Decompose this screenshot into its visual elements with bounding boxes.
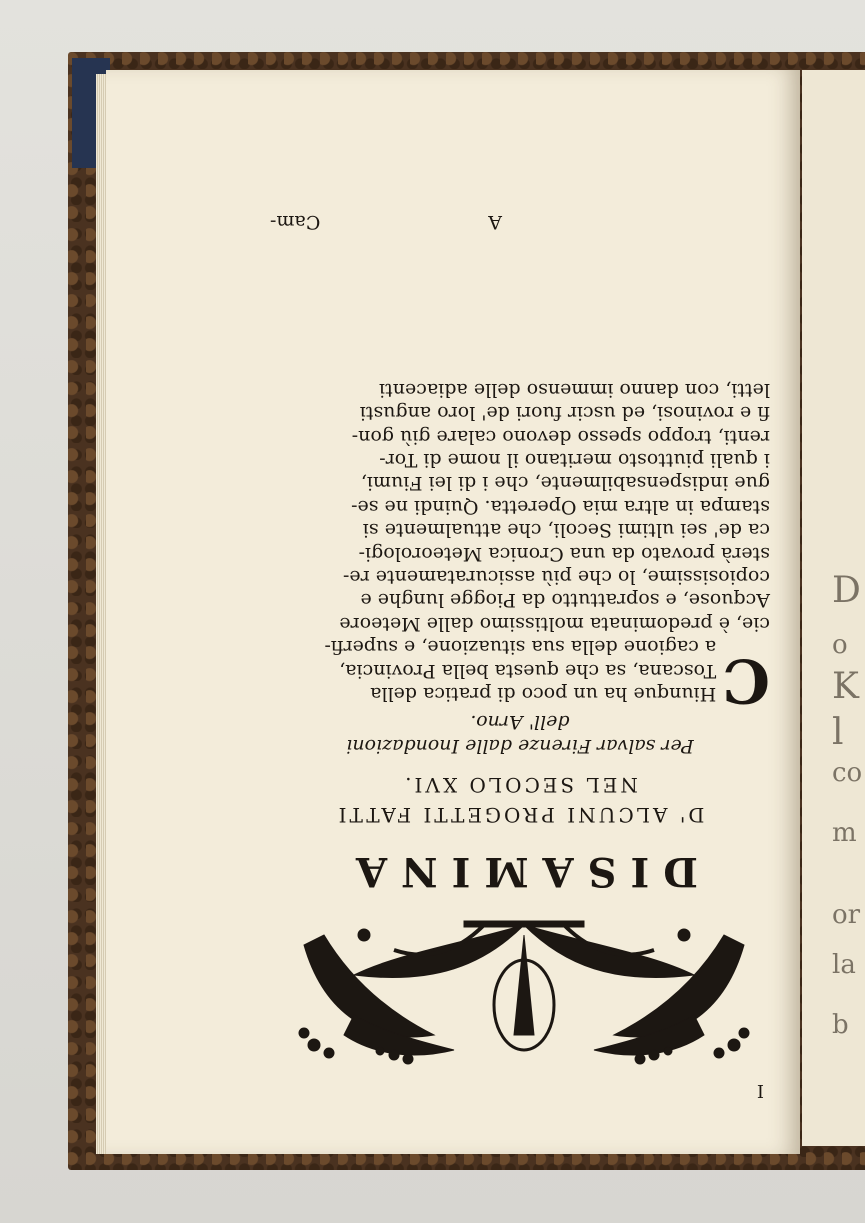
drop-cap: C bbox=[722, 645, 770, 715]
page-title: DISAMINA bbox=[342, 848, 698, 895]
text-line: gue indispensabilmente, che i di lei Fiumi, bbox=[360, 472, 770, 495]
woodcut-ornament bbox=[284, 915, 764, 1075]
facing-page-letter: or bbox=[832, 900, 861, 930]
text-line: renti, troppo spesso devono calare giù gon- bbox=[351, 425, 770, 448]
facing-page-letter: b bbox=[832, 1010, 849, 1040]
facing-page-letter: o bbox=[832, 630, 848, 660]
body-paragraph bbox=[270, 377, 770, 715]
italic-line-1: Per salvar Firenze dalle Inondazioni bbox=[346, 735, 694, 757]
subtitle-line-2: NEL SECOLO XVI. bbox=[402, 773, 638, 797]
facing-page-letter: K bbox=[832, 666, 859, 707]
text-line: Hiunque ha un poco di pratica della bbox=[370, 683, 717, 705]
facing-page-letter: D bbox=[832, 570, 861, 611]
facing-page-letter: co bbox=[832, 758, 863, 788]
subtitle-line-1: D' ALCUNI PROGETTI FATTI bbox=[335, 803, 705, 827]
text-line: cie, è predominata moltissimo dalle Meteore bbox=[339, 612, 770, 635]
text-line: Toscana, sa che questa bella Provincia, bbox=[339, 659, 717, 682]
page-number: I bbox=[756, 1080, 764, 1101]
signature-mark: A bbox=[488, 211, 502, 233]
text-line: i quali piuttosto meritano il nome di Tor- bbox=[379, 448, 770, 471]
text-line: sterà provato da una Cronica Meteorologi- bbox=[358, 542, 770, 565]
text-line: copiosissime, lo che più assicuratamente re- bbox=[342, 565, 770, 588]
catchword: Cam- bbox=[270, 211, 321, 233]
facing-page-letter: l bbox=[832, 712, 844, 753]
text-line: a cagione della sua situazione, e superfi- bbox=[324, 636, 717, 659]
facing-page-letter: la bbox=[832, 950, 856, 980]
printed-page-content bbox=[270, 195, 770, 1101]
text-line: ca de' sei ultimi Secoli, che attualmente si bbox=[362, 519, 770, 542]
text-line: letti, con danno immenso delle adiacenti bbox=[379, 378, 770, 401]
facing-page-letter: m bbox=[832, 818, 857, 848]
text-line: Acquose, e soprattutto da Piogge lunghe e bbox=[360, 589, 770, 612]
text-line: fi e rovinosi, ed uscir fuori de' loro angusti bbox=[359, 402, 770, 425]
text-line: stampa in altra mia Operetta. Quindi ne se- bbox=[351, 495, 770, 518]
italic-line-2: dell' Arno. bbox=[470, 711, 570, 733]
